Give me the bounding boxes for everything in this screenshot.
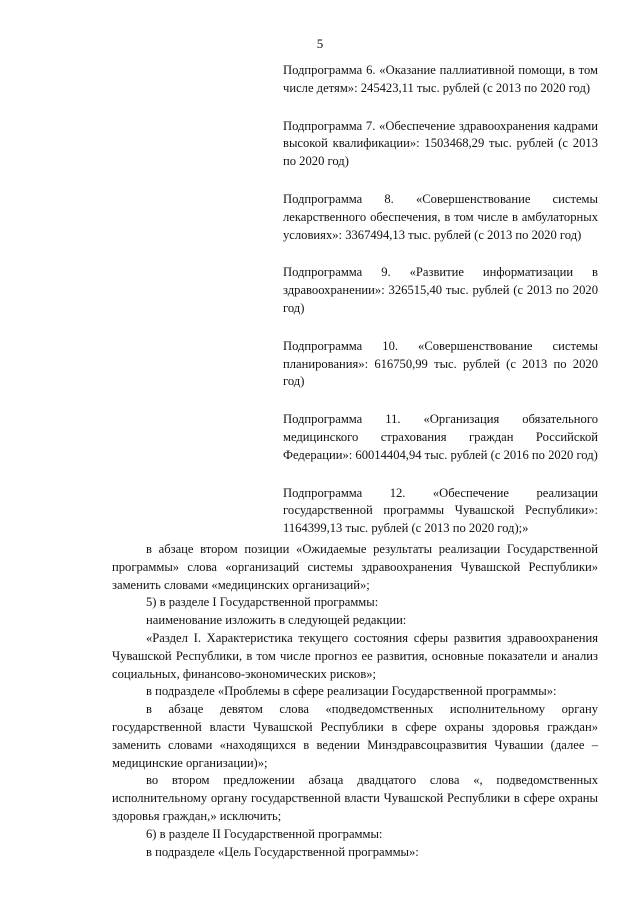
paragraph: в подразделе «Цель Государственной программы»: [146, 844, 419, 859]
page-number: 5 [316, 36, 324, 51]
paragraph: наименование изложить в следующей редакции: [146, 613, 407, 628]
subprogram-11: Подпрограмма 11. «Организация обязательного медицинского страхования граждан Российской Федерации»: 60014404,94 тыс. рублей (с 2016 по 2020 год) [283, 412, 598, 462]
subprogram-7: Подпрограмма 7. «Обеспечение здравоохранения кадрами высокой квалификации»: 1503468,29 тыс. рублей (с 2013 по 2020 год) [283, 118, 598, 169]
paragraph: в подразделе «Проблемы в сфере реализации Государственной программы»: [146, 684, 557, 699]
paragraph: в абзаце девятом слова «подведомственных исполнительному органу государственной власти Чувашской Республики в сфере охраны здоровья граждан» заменить словами «находящихся в ведении Минздравсоцразвития Чувашии (далее – медицинские организации)»; [112, 702, 598, 770]
subprogram-6: Подпрограмма 6. «Оказание паллиативной помощи, в том числе детям»: 245423,11 тыс. рублей (с 2013 по 2020 год) [283, 63, 598, 95]
paragraph: 6) в разделе II Государственной программы: [146, 826, 383, 841]
subprogram-12: Подпрограмма 12. «Обеспечение реализации государственной программы Чувашской Республики»: 1164399,13 тыс. рублей (с 2013 по 2020 год);» [283, 485, 598, 536]
paragraph: во втором предложении абзаца двадцатого слова «, подведомственных исполнительному органу государственной власти Чувашской Республики в сфере охраны здоровья граждан,» исключить; [112, 773, 598, 823]
body-text [112, 541, 598, 861]
paragraph: 5) в разделе I Государственной программы: [146, 595, 379, 610]
subprogram-list [283, 62, 598, 558]
subprogram-10: Подпрограмма 10. «Совершенствование системы планирования»: 616750,99 тыс. рублей (с 2013 по 2020 год) [283, 338, 598, 389]
subprogram-9: Подпрограмма 9. «Развитие информатизации в здравоохранении»: 326515,40 тыс. рублей (с 2013 по 2020 год) [283, 265, 598, 315]
subprogram-8: Подпрограмма 8. «Совершенствование системы лекарственного обеспечения, в том числе в амбулаторных условиях»: 3367494,13 тыс. рублей (с 2013 по 2020 год) [283, 191, 598, 242]
paragraph: в абзаце втором позиции «Ожидаемые результаты реализации Государственной программы» слова «организаций системы здравоохранения Чувашской Республики» заменить словами «медицинских организаций»; [112, 542, 598, 592]
paragraph: «Раздел I. Характеристика текущего состояния сферы развития здравоохранения Чувашской Республики, в том числе прогноз ее развития, основные показатели и анализ социальных, финансово-экономических рисков»; [112, 630, 598, 681]
